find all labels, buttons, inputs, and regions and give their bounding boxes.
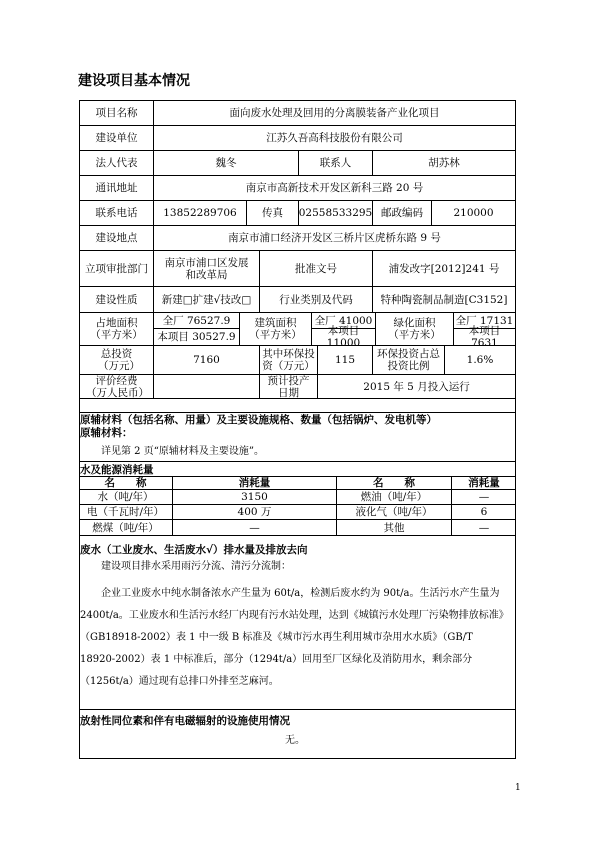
address-label: 通讯地址 — [80, 176, 154, 201]
invest-label: 总投资（万元） — [80, 346, 154, 375]
date-value: 2015 年 5 月投入运行 — [363, 380, 470, 393]
land-label: 占地面积（平方米） — [80, 313, 154, 346]
radiation-heading: 放射性同位素和伴有电磁辐射的设施使用情况 — [80, 715, 290, 727]
approval-no-label: 批准文号 — [260, 251, 373, 287]
page-title: 建设项目基本情况 — [78, 73, 190, 89]
unit-label: 建设单位 — [80, 126, 154, 151]
fax-value: 02558533295 — [299, 201, 373, 226]
energy-col-use-1: 消耗量 — [173, 477, 337, 490]
contact-label: 联系人 — [299, 151, 373, 176]
approval-dept-label: 立项审批部门 — [80, 251, 154, 287]
build-proj: 本项目 11000 — [312, 329, 376, 346]
energy-col-name-2: 名 称 — [337, 477, 452, 490]
invest-value: 7160 — [154, 346, 260, 375]
energy-row-value: 400 万 — [173, 505, 337, 520]
energy-row-name: 电（千瓦时/年） — [79, 505, 173, 520]
project-name-value: 面向废水处理及回用的分离膜装备产业化项目 — [154, 101, 515, 126]
site-label: 建设地点 — [80, 226, 154, 251]
energy-row-name: 液化气（吨/年） — [337, 505, 452, 520]
legal-value: 魏冬 — [154, 151, 299, 176]
waste-paragraph-2: 企业工业废水中纯水制备浓水产生量为 60t/a，检测后废水约为 90t/a。生活污水产生量为 2400t/a。工业废水和生活污水经厂内现有污水站处理，达到《城镇污水处理厂污染物排放标准》（GB18918-2002）表 1 中一级 B 标准及《城市污水再生利用城市杂用水水质》（GB/T 18920-2002）表 1 中标准后，部分（1294t/a）回用至厂区绿化及消防用水，剩余部分（1256t/a）通过现有总排口外排至芝麻河。 — [80, 588, 509, 687]
materials-heading: 原辅材料（包括名称、用量）及主要设施规格、数量（包括锅炉、发电机等） — [80, 414, 437, 426]
industry-value: 特种陶瓷制品制造[C3152] — [373, 287, 515, 313]
unit-value: 江苏久吾高科技股份有限公司 — [154, 126, 515, 151]
energy-row-name: 水（吨/年） — [79, 490, 173, 505]
zip-value: 210000 — [432, 201, 515, 226]
nature-label: 建设性质 — [80, 287, 154, 313]
page-number: 1 — [515, 783, 521, 793]
info-table — [79, 100, 516, 399]
env-ratio-label: 环保投资占总投资比例 — [373, 346, 445, 375]
fee-label: 评价经费（万人民币） — [80, 375, 154, 398]
site-value: 南京市浦口经济开发区三桥片区虎桥东路 9 号 — [154, 226, 515, 251]
energy-row-name: 燃油（吨/年） — [337, 490, 452, 505]
env-invest-value: 115 — [318, 346, 373, 375]
green-all: 全厂 17131 — [454, 313, 515, 329]
energy-row-name: 燃煤（吨/年） — [79, 520, 173, 535]
approval-dept-value: 南京市浦口区发展和改革局 — [154, 251, 260, 287]
energy-row-name: 其他 — [337, 520, 452, 535]
date-label: 预计投产日期 — [260, 375, 318, 398]
energy-row-value: — — [452, 490, 516, 505]
green-label: 绿化面积（平方米） — [376, 313, 454, 346]
energy-table — [79, 477, 516, 535]
green-proj: 本项目 7631 — [454, 329, 515, 346]
legal-label: 法人代表 — [80, 151, 154, 176]
phone-label: 联系电话 — [80, 201, 154, 226]
energy-col-use-2: 消耗量 — [452, 477, 516, 490]
energy-col-name-1: 名 称 — [79, 477, 173, 490]
materials-section — [79, 398, 516, 462]
energy-heading: 水及能源消耗量 — [80, 464, 154, 476]
industry-label: 行业类别及代码 — [260, 287, 373, 313]
build-label: 建筑面积（平方米） — [240, 313, 312, 346]
waste-heading: 废水（工业废水、生活废水√）排水量及排放去向 — [80, 544, 308, 556]
land-all: 全厂 76527.9 — [154, 313, 240, 329]
env-invest-label: 其中环保投资（万元） — [260, 346, 318, 375]
materials-subheading: 原辅材料： — [80, 427, 133, 439]
fax-label: 传真 — [247, 201, 299, 226]
contact-value: 胡苏林 — [373, 151, 515, 176]
radiation-text: 无。 — [285, 735, 305, 746]
build-all: 全厂 41000 — [312, 313, 376, 329]
energy-row-value: 6 — [452, 505, 516, 520]
land-proj: 本项目 30527.9 — [154, 329, 240, 346]
zip-label: 邮政编码 — [373, 201, 432, 226]
nature-value: 新建□扩建√技改□ — [154, 287, 260, 313]
energy-row-value: 3150 — [173, 490, 337, 505]
energy-row-value: — — [173, 520, 337, 535]
energy-row-value: — — [478, 521, 490, 534]
phone-value: 13852289706 — [154, 201, 247, 226]
env-ratio-value: 1.6% — [445, 346, 515, 375]
project-name-label: 项目名称 — [80, 101, 154, 126]
radiation-section — [79, 709, 516, 759]
materials-text: 详见第 2 页“原辅材料及主要设施”。 — [101, 446, 264, 457]
waste-section — [79, 535, 516, 710]
address-value: 南京市高新技术开发区新科三路 20 号 — [154, 176, 515, 201]
approval-no-value: 浦发改字[2012]241 号 — [373, 251, 515, 287]
waste-paragraph-1: 建设项目排水采用雨污分流、清污分流制： — [101, 561, 291, 572]
fee-value — [154, 375, 260, 398]
